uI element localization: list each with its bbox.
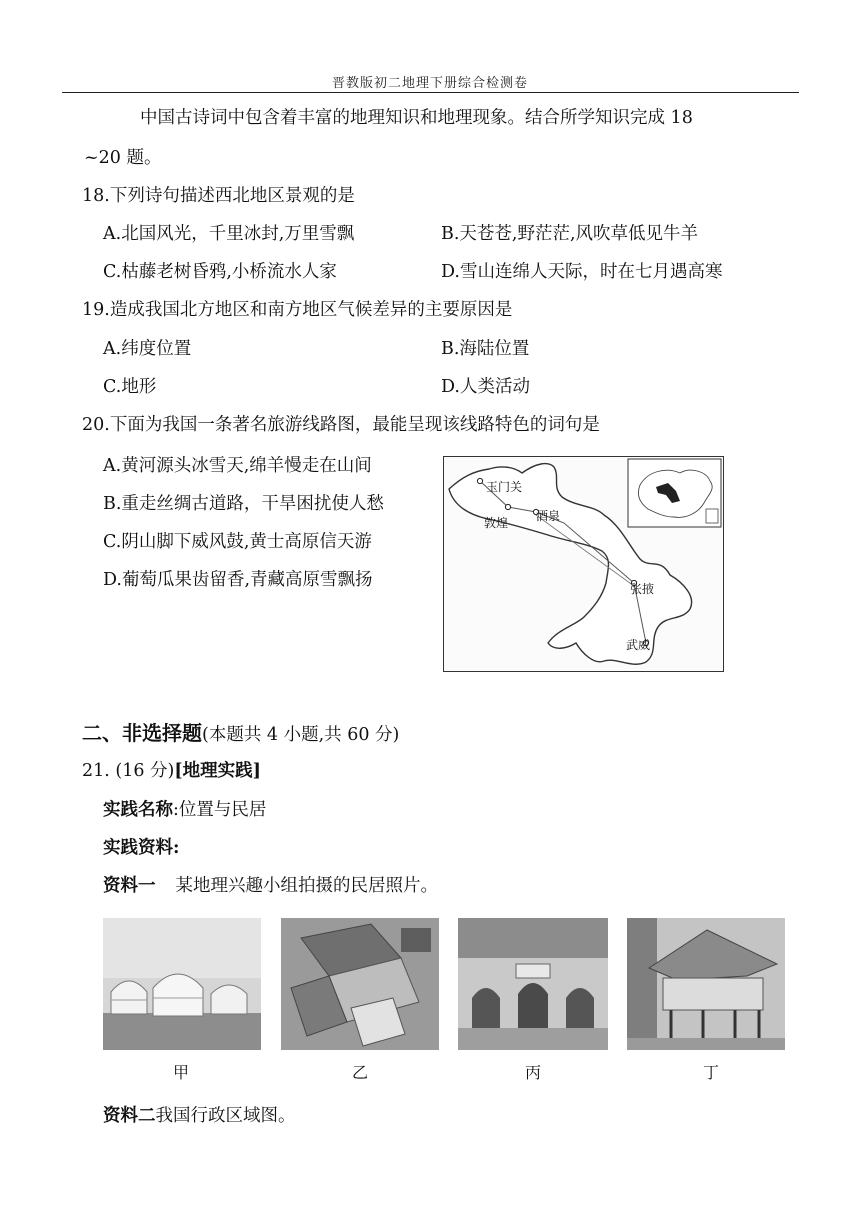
q21-m1-label: 资料一 [103, 876, 156, 896]
q20-option-c: C.阴山脚下威风鼓,黄士高原信天游 [103, 532, 372, 552]
photo-yi-courtyard [281, 918, 439, 1050]
q18-option-c: C.枯藤老树昏鸦,小桥流水人家 [103, 262, 337, 282]
q19-option-c: C.地形 [103, 377, 157, 397]
q21-material-label: 实践资料: [103, 838, 180, 858]
label-wuwei: 武威 [626, 638, 651, 652]
q19-option-a: A.纬度位置 [103, 339, 192, 359]
label-zhangye: 张掖 [630, 582, 655, 596]
q21-m2-label: 资料二 [103, 1106, 156, 1126]
q20-stem: 20.下面为我国一条著名旅游线路图，最能呈现该线路特色的词句是 [82, 415, 600, 435]
q21-material-1 [103, 872, 438, 897]
section2-heading [82, 717, 399, 746]
page-header: 晋教版初二地理下册综合检测卷 [331, 76, 528, 91]
q19-stem: 19.造成我国北方地区和南方地区气候差异的主要原因是 [82, 300, 513, 320]
photo-caption-yi: 乙 [351, 1063, 368, 1082]
q21-practice-name [103, 796, 266, 821]
intro-line-1: 中国古诗词中包含着丰富的地理知识和地理现象。结合所学知识完成 18 [140, 108, 693, 128]
q21-m1-text: 某地理兴趣小组拍摄的民居照片。 [175, 876, 438, 896]
section2-title: 二、非选择题 [82, 721, 202, 745]
q20-option-b: B.重走丝绸古道路，干旱困扰使人愁 [103, 494, 384, 514]
label-yumenguan: 玉门关 [486, 480, 523, 494]
q19-option-b: B.海陆位置 [441, 339, 530, 359]
header-rule [62, 92, 799, 93]
q21-name-value: :位置与民居 [173, 800, 267, 820]
city-dot-yumenguan [477, 478, 482, 483]
label-dunhuang: 敦煌 [484, 516, 509, 530]
q21-number: 21. (16 分) [82, 761, 175, 781]
q18-option-d: D.雪山连绵人天际，时在七月遇高寒 [441, 262, 723, 282]
photo-caption-jia: 甲 [172, 1063, 189, 1082]
q20-option-a: A.黄河源头冰雪天,绵羊慢走在山间 [103, 456, 372, 476]
q21-material-2 [103, 1102, 296, 1127]
q18-option-b: B.天苍苍,野茫茫,风吹草低见牛羊 [441, 224, 699, 244]
photo-caption-bing: 丙 [524, 1063, 541, 1082]
q19-option-d: D.人类活动 [441, 377, 530, 397]
q21-heading [82, 757, 261, 782]
intro-line-2: ~20 题。 [84, 148, 162, 168]
photo-jia-yurts [103, 918, 261, 1050]
q21-name-label: 实践名称 [103, 800, 173, 820]
q18-option-a: A.北国风光，千里冰封,万里雪飘 [103, 224, 355, 244]
q18-stem: 18.下列诗句描述西北地区景观的是 [82, 186, 355, 206]
photo-bing-cave-dwelling [458, 918, 608, 1050]
route-map [443, 456, 724, 672]
label-jiuquan: 酒泉 [536, 509, 561, 523]
section2-note: (本题共 4 小题,共 60 分) [202, 725, 400, 745]
route-map-svg [444, 457, 723, 671]
city-dot-dunhuang [505, 504, 510, 509]
photo-caption-ding: 丁 [702, 1063, 719, 1082]
q20-option-d: D.葡萄瓜果齿留香,青藏高原雪飘扬 [103, 570, 373, 590]
q21-m2-text: 我国行政区域图。 [155, 1106, 296, 1126]
q21-tag: [地理实践] [174, 761, 261, 781]
photo-ding-stilt-house [627, 918, 785, 1050]
